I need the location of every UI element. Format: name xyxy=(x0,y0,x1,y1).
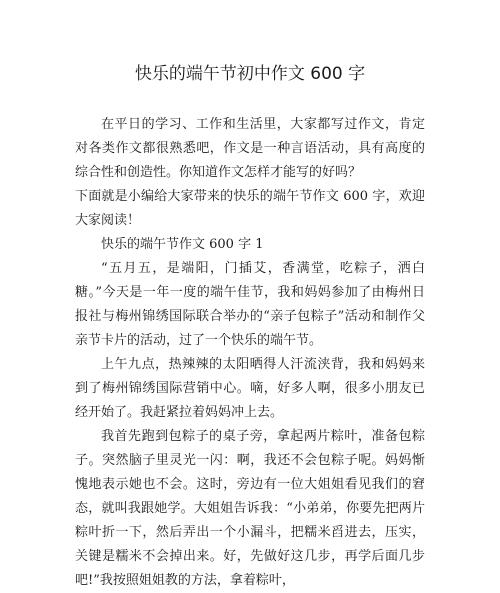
essay-paragraph-3: 我首先跑到包粽子的桌子旁，拿起两片粽叶，准备包粽子。突然脑子里灵光一闪：啊，我还不会包粽子呢。妈妈惭愧地表示她也不会。这时，旁边有一位大姐姐看见我们的窘态，就叫我跟她学。大姐姐告诉我：“小弟弟，你要先把两片粽叶折一下，然后弄出一个小漏斗，把糯米舀进去，压实，关键是糯米不会掉出来。好，先做好这几步，再学后面几步吧!”我按照姐姐教的方法，拿着粽叶， xyxy=(75,429,425,588)
lead-in-paragraph: 下面就是小编给大家带来的快乐的端午节作文 600 字，欢迎大家阅读！ xyxy=(75,189,425,228)
essay-heading: 快乐的端午节作文 600 字 1 xyxy=(101,237,264,252)
intro-paragraph: 在平日的学习、工作和生活里，大家都写过作文，肯定对各类作文都很熟悉吧，作文是一种言语活动，具有高度的综合性和创造性。你知道作文怎样才能写的好吗？ xyxy=(75,117,425,180)
document-title: 快乐的端午节初中作文 600 字 xyxy=(134,64,366,84)
document-body xyxy=(75,113,425,593)
essay-paragraph-2: 上午九点，热辣辣的太阳晒得人汗流浃背，我和妈妈来到了梅州锦绣国际营销中心。嘀，好多人啊，很多小朋友已经开始了。我赶紧拉着妈妈冲上去。 xyxy=(75,357,425,420)
essay-paragraph-1: “五月五，是端阳，门插艾，香满堂，吃粽子，洒白糖。”今天是一年一度的端午佳节，我和妈妈参加了由梅州日报社与梅州锦绣国际联合举办的“亲子包粽子”活动和制作父亲节卡片的活动，过了一个快乐的端午节。 xyxy=(75,261,425,348)
